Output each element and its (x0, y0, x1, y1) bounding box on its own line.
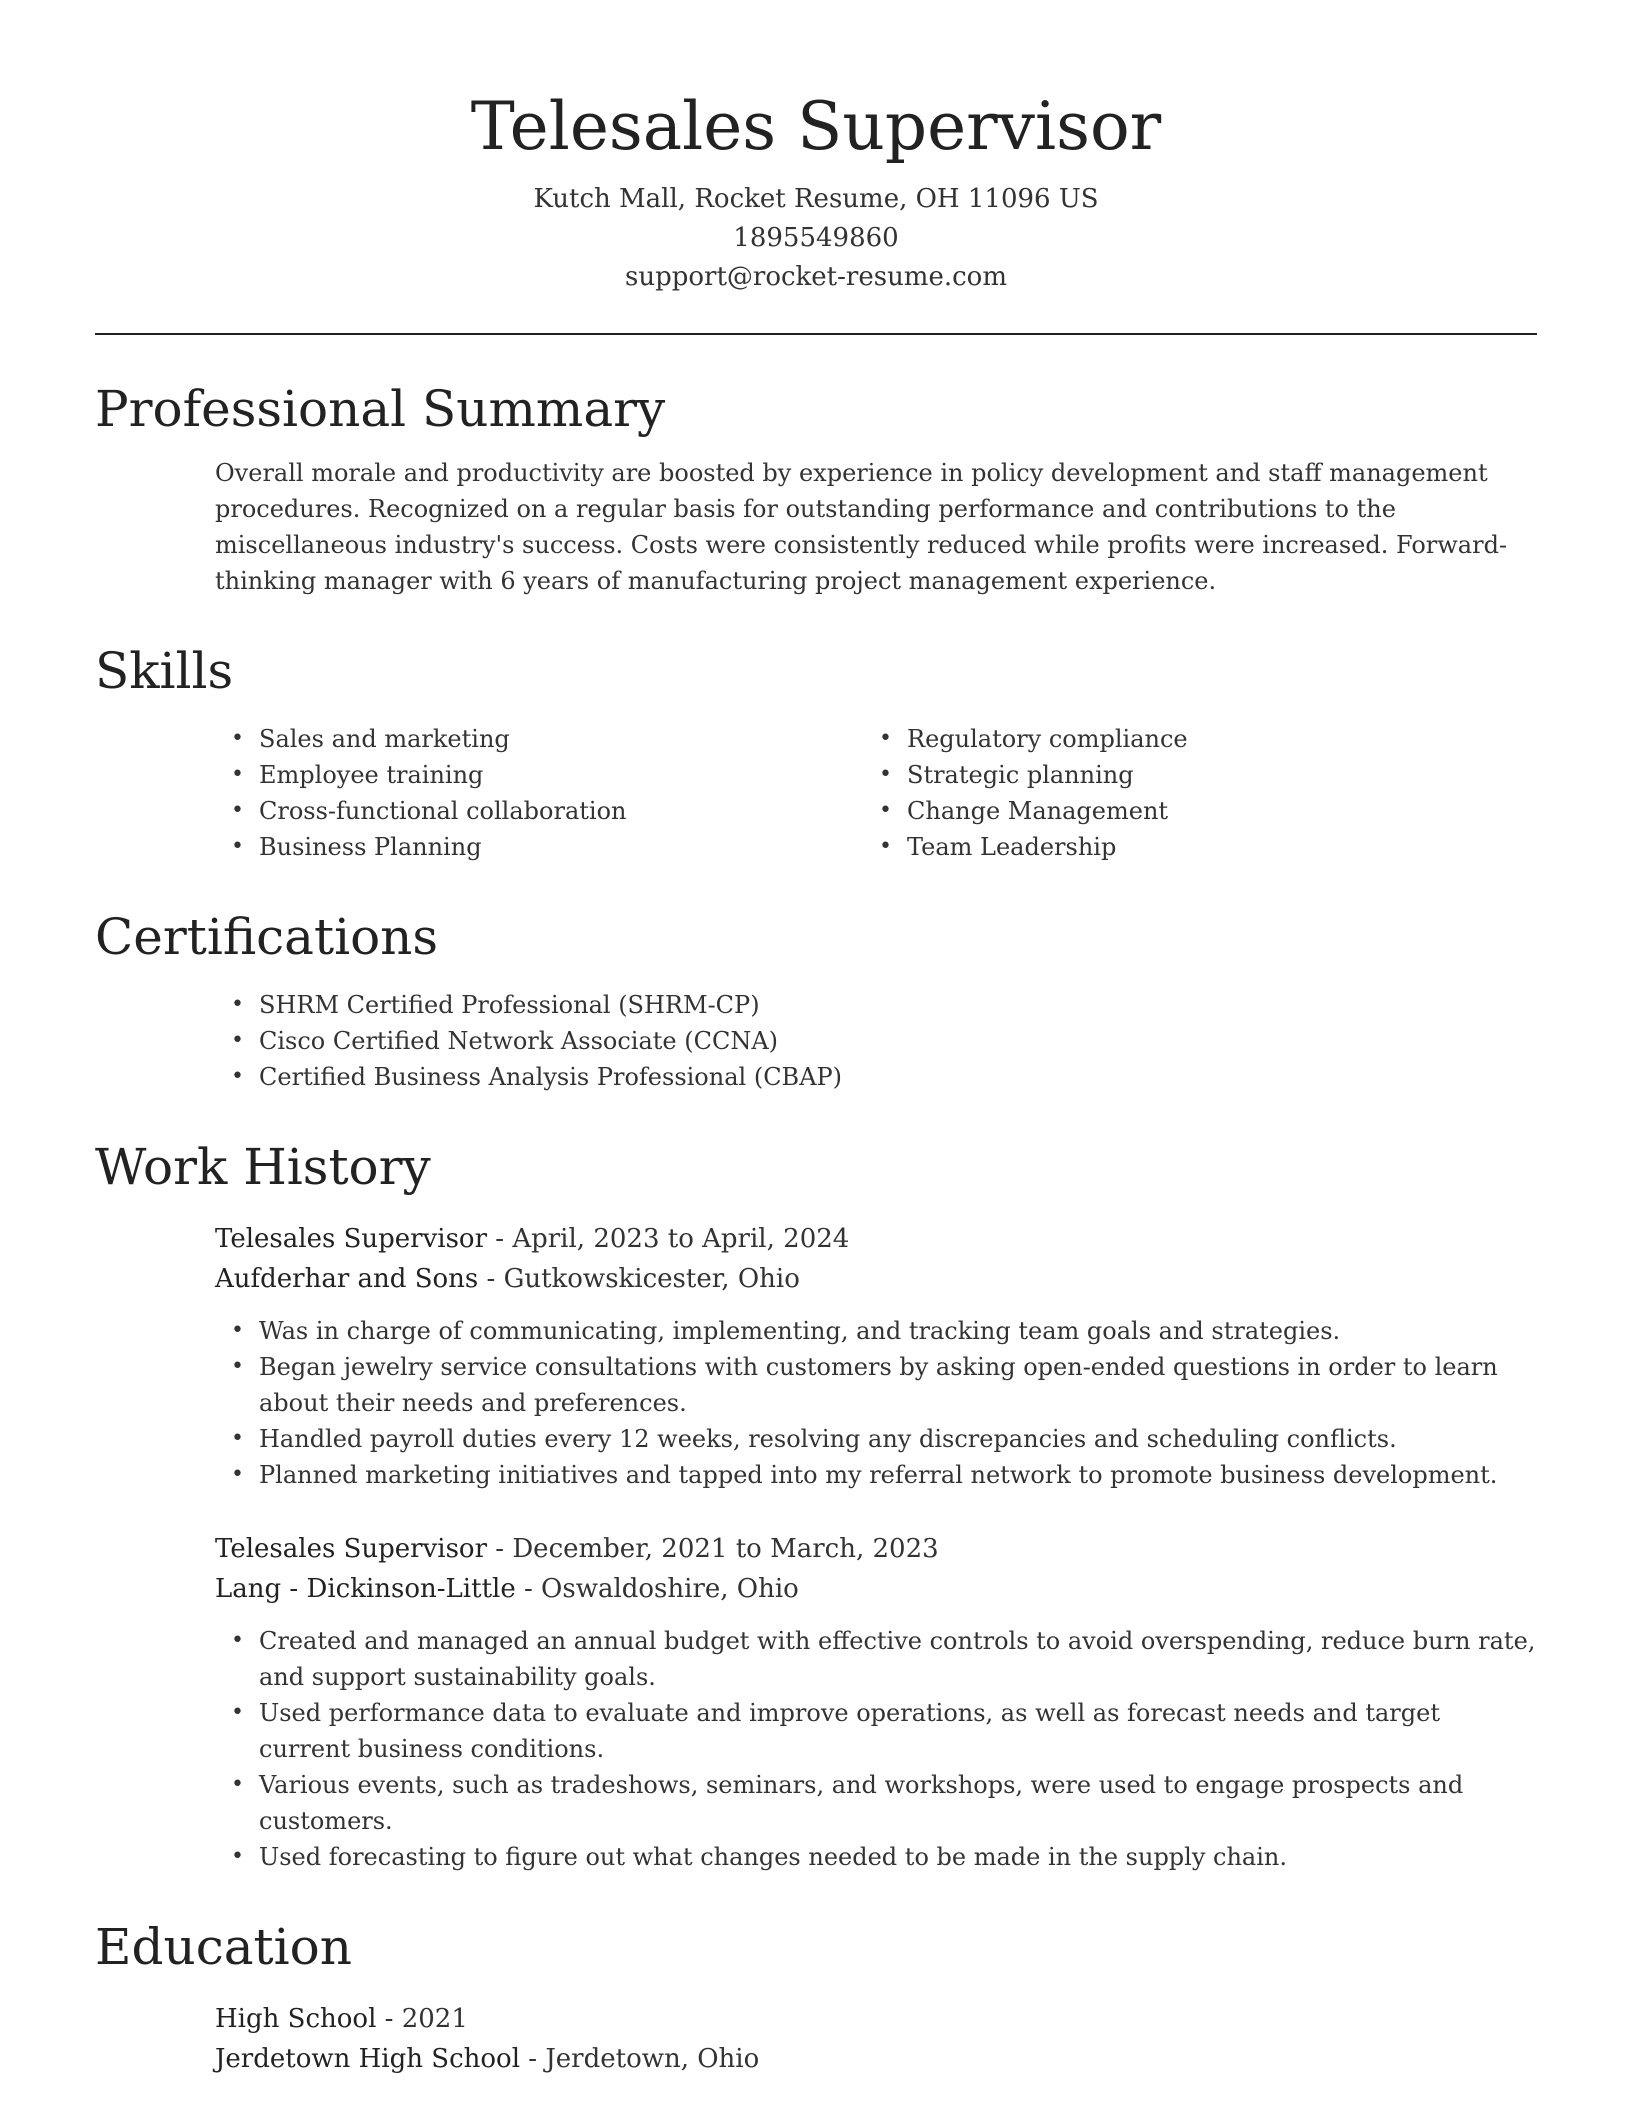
bullet-icon: • (231, 1354, 244, 1379)
bullet-icon: • (879, 834, 892, 859)
resume-header (95, 0, 1537, 297)
bullet-icon: • (231, 762, 244, 787)
bullet-icon: • (231, 1318, 244, 1343)
skill-text: Sales and marketing (259, 725, 510, 753)
bullet-icon: • (879, 762, 892, 787)
education-location: - Jerdetown, Ohio (520, 2044, 760, 2074)
job-bullet-item (215, 1313, 1537, 1349)
job-bullet-item (215, 1421, 1537, 1457)
certification-text: Cisco Certified Network Associate (CCNA) (259, 1027, 779, 1055)
bullet-icon: • (231, 1628, 244, 1653)
job-bullets (215, 1623, 1537, 1875)
job-bullet-item (215, 1767, 1537, 1839)
certifications-section (95, 905, 1537, 1095)
job-bullet-item (215, 1623, 1537, 1695)
education-entry (215, 1999, 1537, 2079)
bullet-icon: • (231, 834, 244, 859)
job-role: Telesales Supervisor (215, 1534, 488, 1564)
bullet-icon: • (231, 992, 244, 1017)
bullet-icon: • (879, 726, 892, 751)
education-degree: High School (215, 2004, 377, 2034)
work-history-section (95, 1135, 1537, 1875)
job-company: Lang - Dickinson-Little (215, 1574, 516, 1604)
certifications-heading: Certifications (95, 908, 439, 966)
job-entry (215, 1529, 1537, 1875)
bullet-icon: • (231, 1700, 244, 1725)
bullet-icon: • (231, 726, 244, 751)
skills-columns (215, 721, 1537, 865)
skill-text: Strategic planning (907, 761, 1134, 789)
work-history-heading: Work History (95, 1138, 431, 1196)
job-location: - Gutkowskicester, Ohio (478, 1264, 800, 1294)
summary-section (95, 377, 1537, 599)
job-entry (215, 1219, 1537, 1493)
skill-text: Employee training (259, 761, 484, 789)
contact-email: support@rocket-resume.com (624, 262, 1007, 292)
job-role: Telesales Supervisor (215, 1224, 488, 1254)
education-degree-line (215, 1999, 1537, 2039)
job-bullet-item (215, 1695, 1537, 1767)
skills-left-list (215, 721, 863, 865)
job-bullet-text: Used forecasting to figure out what changes needed to be made in the supply chain. (259, 1843, 1288, 1871)
skill-item (215, 721, 863, 757)
job-location: - Oswaldoshire, Ohio (515, 1574, 799, 1604)
skill-item (215, 829, 863, 865)
certification-text: SHRM Certified Professional (SHRM-CP) (259, 991, 760, 1019)
job-bullet-text: Created and managed an annual budget with effective controls to avoid overspending, reduce burn rate, and support sustainability goals. (259, 1627, 1536, 1691)
bullet-icon: • (231, 1426, 244, 1451)
bullet-icon: • (231, 1028, 244, 1053)
job-company: Aufderhar and Sons (215, 1264, 479, 1294)
skill-item (215, 793, 863, 829)
bullet-icon: • (231, 1064, 244, 1089)
bullet-icon: • (879, 798, 892, 823)
certification-item (215, 1059, 1537, 1095)
skill-text: Team Leadership (907, 833, 1117, 861)
certifications-list (215, 987, 1537, 1095)
job-bullet-text: Began jewelry service consultations with customers by asking open-ended questions in order to learn about their needs and preferences. (259, 1353, 1498, 1417)
skill-item (863, 721, 1511, 757)
job-company-line (215, 1259, 1537, 1299)
skill-item (863, 829, 1511, 865)
job-title-line (215, 1219, 1537, 1259)
job-bullet-text: Various events, such as tradeshows, seminars, and workshops, were used to engage prospects and customers. (259, 1771, 1464, 1835)
skills-right-list (863, 721, 1511, 865)
contact-phone: 1895549860 (733, 223, 899, 253)
skill-text: Change Management (907, 797, 1169, 825)
job-dates: - December, 2021 to March, 2023 (487, 1534, 939, 1564)
job-bullet-item (215, 1457, 1537, 1493)
bullet-icon: • (231, 1772, 244, 1797)
skill-item (215, 757, 863, 793)
resume-title: Telesales Supervisor (470, 88, 1162, 165)
education-year: - 2021 (376, 2004, 468, 2034)
skill-item (863, 793, 1511, 829)
certification-item (215, 987, 1537, 1023)
skill-text: Regulatory compliance (907, 725, 1188, 753)
job-bullet-text: Was in charge of communicating, implementing, and tracking team goals and strategies. (259, 1317, 1341, 1345)
bullet-icon: • (231, 798, 244, 823)
job-bullet-item (215, 1839, 1537, 1875)
job-bullet-item (215, 1349, 1537, 1421)
bullet-icon: • (231, 1462, 244, 1487)
job-dates: - April, 2023 to April, 2024 (487, 1224, 850, 1254)
job-bullet-text: Used performance data to evaluate and improve operations, as well as forecast needs and target current business conditions. (259, 1699, 1440, 1763)
contact-address: Kutch Mall, Rocket Resume, OH 11096 US (533, 184, 1099, 214)
education-school: Jerdetown High School (215, 2044, 521, 2074)
job-bullet-text: Handled payroll duties every 12 weeks, resolving any discrepancies and scheduling conflicts. (259, 1425, 1397, 1453)
education-school-line (215, 2039, 1537, 2079)
education-section (95, 1915, 1537, 2079)
job-bullet-text: Planned marketing initiatives and tapped into my referral network to promote business development. (259, 1461, 1498, 1489)
skills-section (95, 639, 1537, 865)
certification-item (215, 1023, 1537, 1059)
summary-heading: Professional Summary (95, 380, 666, 438)
education-heading: Education (95, 1918, 352, 1976)
job-title-line (215, 1529, 1537, 1569)
contact-block (95, 180, 1537, 297)
skills-heading: Skills (95, 642, 234, 700)
job-company-line (215, 1569, 1537, 1609)
bullet-icon: • (231, 1844, 244, 1869)
skill-item (863, 757, 1511, 793)
header-divider (95, 333, 1537, 335)
summary-text: Overall morale and productivity are boosted by experience in policy development and staff management procedures. Recognized on a regular basis for outstanding performance and contributions to the miscellaneous industry's success. Costs were consistently reduced while profits were increased. Forward-thinking manager with 6 years of manufacturing project management experience. (215, 459, 1508, 595)
job-bullets (215, 1313, 1537, 1493)
skill-text: Business Planning (259, 833, 482, 861)
skill-text: Cross-functional collaboration (259, 797, 627, 825)
certification-text: Certified Business Analysis Professional (CBAP) (259, 1063, 843, 1091)
